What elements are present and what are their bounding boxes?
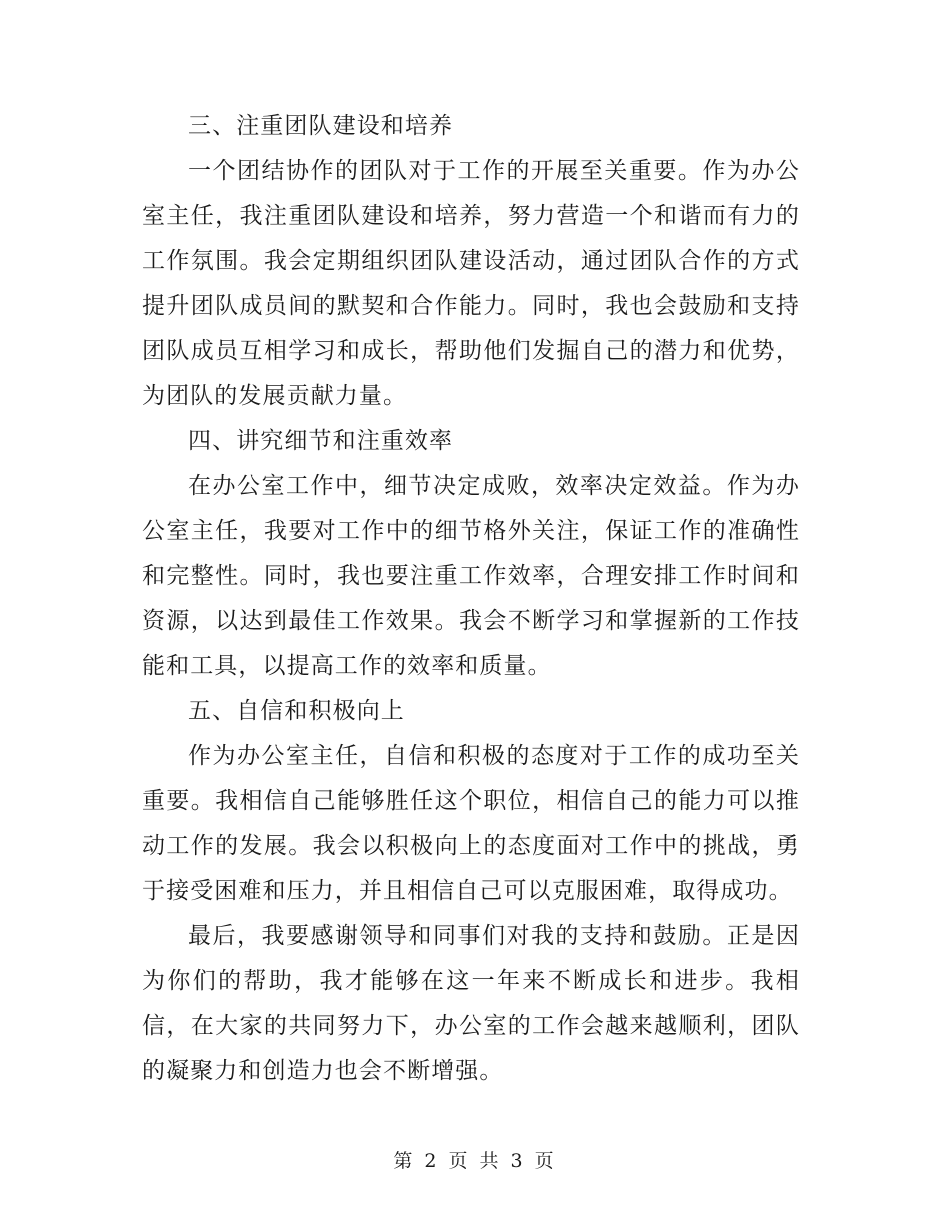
section-heading-5: 五、自信和积极向上 [188,698,405,724]
section-body-4: 在办公室工作中，细节决定成败，效率决定效益。作为办公室主任，我要对工作中的细节格外关注，保证工作的准确性和完整性。同时，我也要注重工作效率，合理安排工作时间和资源，以达到最佳工作效果。我会不断学习和掌握新的工作技能和工具，以提高工作的效率和质量。 [142,473,800,679]
document-page [142,104,800,1094]
section-body-3: 一个团结协作的团队对于工作的开展至关重要。作为办公室主任，我注重团队建设和培养，努力营造一个和谐而有力的工作氛围。我会定期组织团队建设活动，通过团队合作的方式提升团队成员间的默契和合作能力。同时，我也会鼓励和支持团队成员互相学习和成长，帮助他们发掘自己的潜力和优势，为团队的发展贡献力量。 [142,158,800,409]
closing-paragraph: 最后，我要感谢领导和同事们对我的支持和鼓励。正是因为你们的帮助，我才能够在这一年来不断成长和进步。我相信，在大家的共同努力下，办公室的工作会越来越顺利，团队的凝聚力和创造力也会不断增强。 [142,923,800,1084]
section-heading-4: 四、讲究细节和注重效率 [188,428,454,454]
section-heading-3: 三、注重团队建设和培养 [188,113,454,139]
section-body-5: 作为办公室主任，自信和积极的态度对于工作的成功至关重要。我相信自己能够胜任这个职位，相信自己的能力可以推动工作的发展。我会以积极向上的态度面对工作中的挑战，勇于接受困难和压力，并且相信自己可以克服困难，取得成功。 [142,743,800,904]
page-number-footer: 第 2 页 共 3 页 [393,1150,557,1172]
